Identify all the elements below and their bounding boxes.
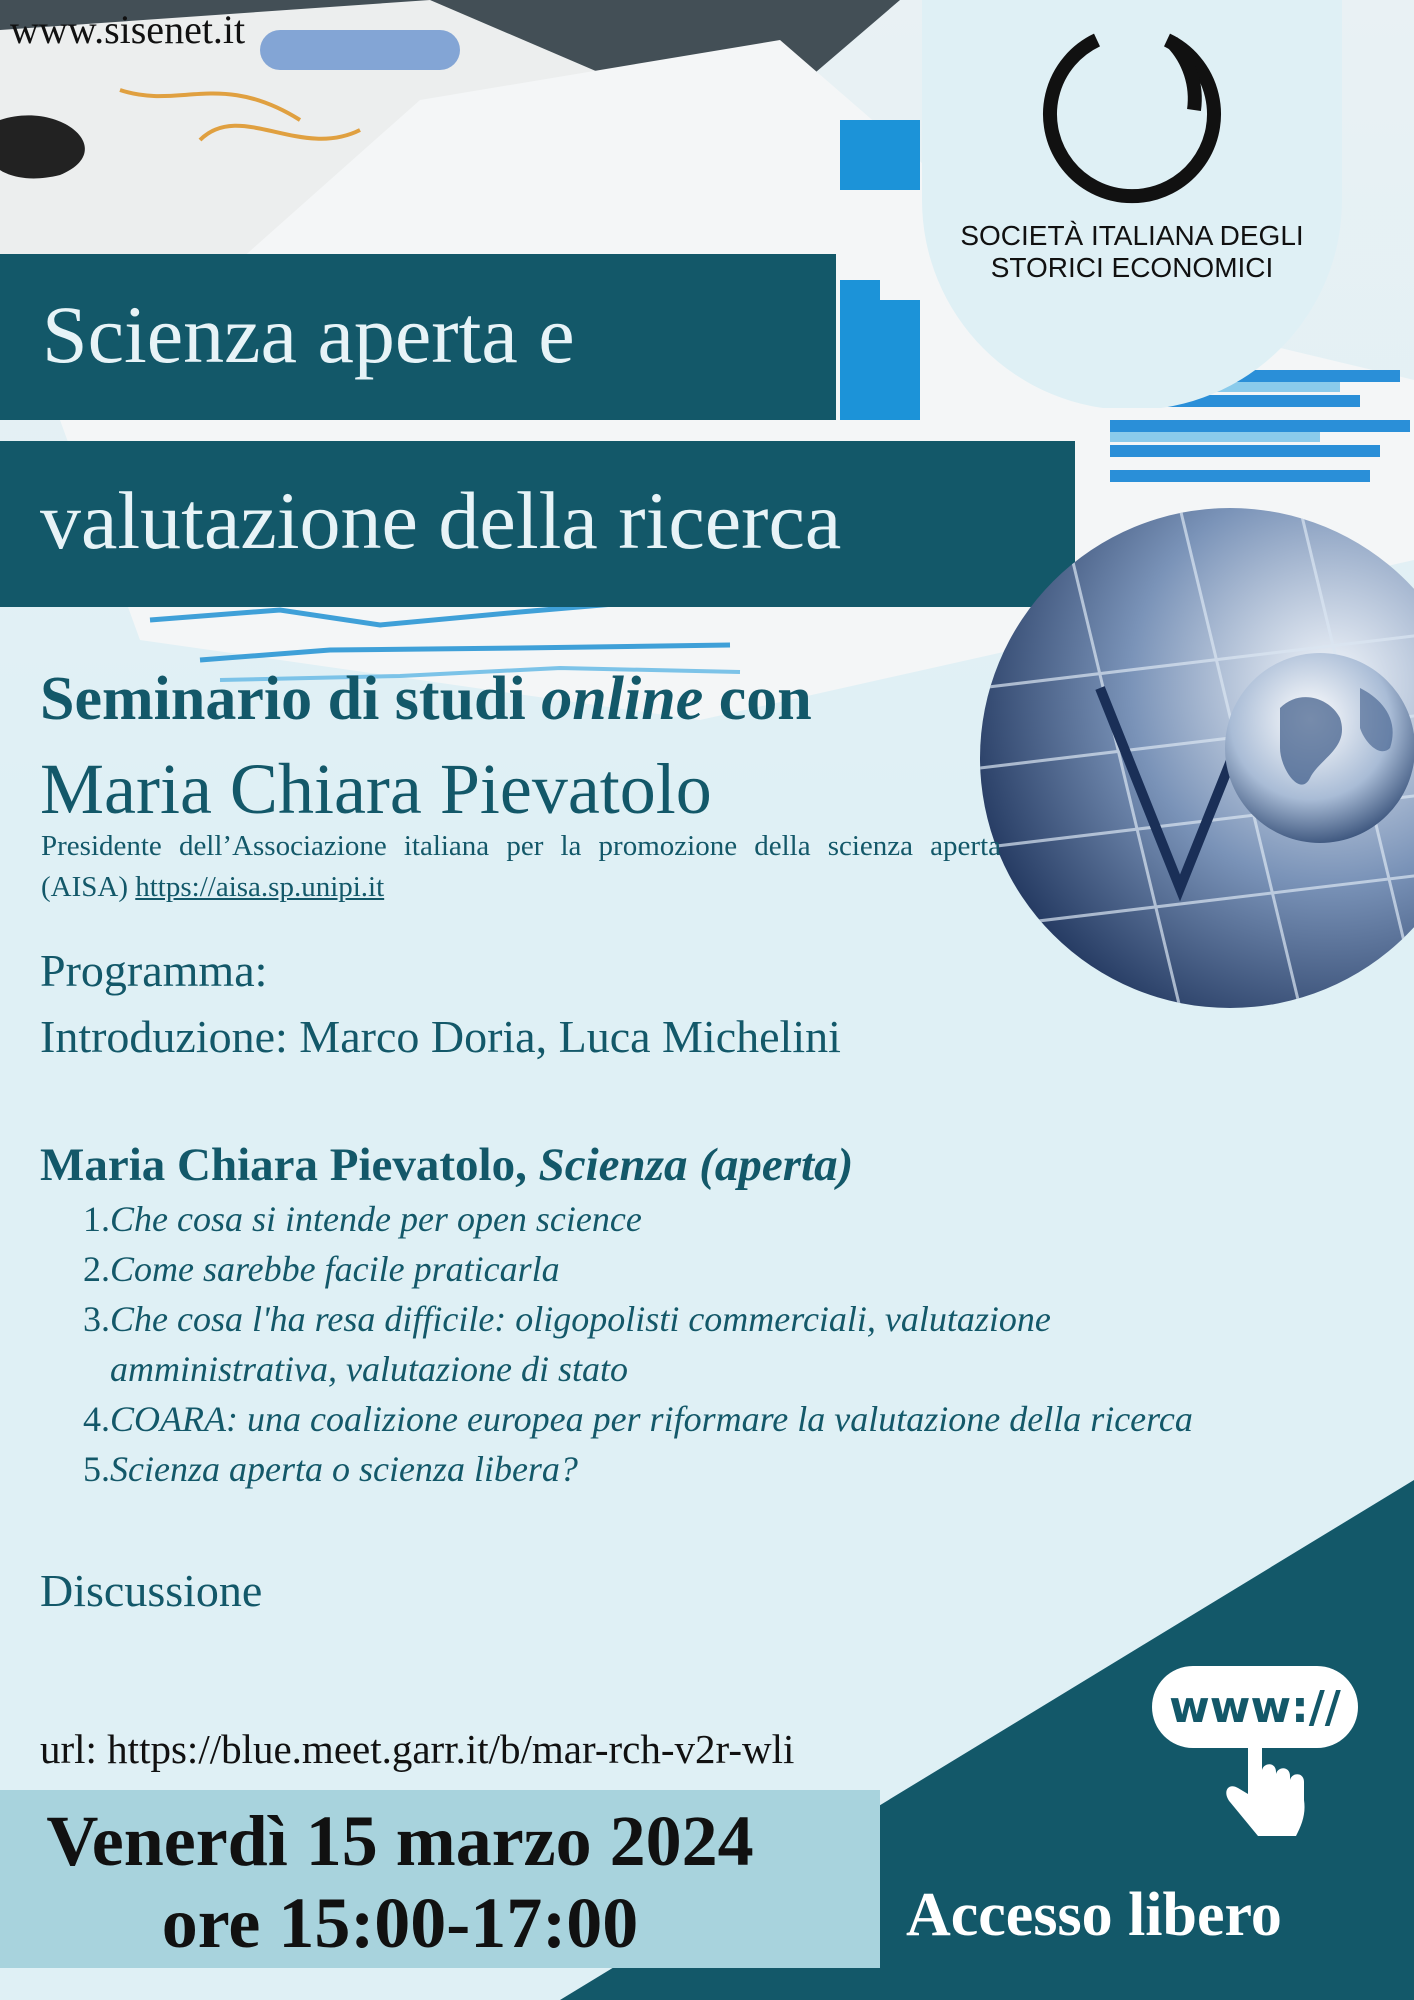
- list-item-number: 4.: [83, 1399, 110, 1439]
- talk-heading: [40, 1138, 853, 1192]
- seminar-post: con: [703, 665, 812, 733]
- globe-image: [980, 508, 1414, 1008]
- list-item: [72, 1194, 1372, 1244]
- program-intro: Introduzione: Marco Doria, Luca Michelini: [40, 1011, 841, 1062]
- list-item-number: 5.: [83, 1449, 110, 1489]
- event-day: Venerdì 15 marzo 2024: [46, 1801, 754, 1881]
- title-line-2: valutazione della ricerca: [40, 475, 842, 566]
- list-item-number: 3.: [83, 1299, 110, 1339]
- speaker-role-text: Presidente dell’Associazione italiana per la promozione della scienza aperta (AISA): [41, 830, 1001, 903]
- list-item-text: Che cosa si intende per open science: [110, 1199, 642, 1239]
- aisa-link[interactable]: https://aisa.sp.unipi.it: [135, 871, 385, 903]
- list-item: [72, 1294, 1372, 1394]
- meeting-url[interactable]: url: https://blue.meet.garr.it/b/mar-rch-v2r-wli: [40, 1726, 795, 1772]
- talk-topics-list: [72, 1194, 1372, 1494]
- seminar-heading: [40, 664, 812, 735]
- seminar-online: online: [541, 665, 704, 733]
- title-line-1: Scienza aperta e: [42, 289, 575, 380]
- website-url: www.sisenet.it: [10, 7, 246, 52]
- seminar-pre: Seminario di studi: [40, 665, 542, 733]
- web-icon-text: www://: [1169, 1682, 1341, 1733]
- list-item-text: Che cosa l'ha resa difficile: oligopolisti commerciali, valutazione amministrativa, valutazione di stato: [110, 1299, 1051, 1389]
- free-access-label: Accesso libero: [906, 1881, 1282, 1949]
- society-name: [922, 220, 1342, 284]
- discussion-label: Discussione: [40, 1565, 263, 1616]
- event-date: [0, 1800, 800, 1964]
- list-item-number: 2.: [83, 1249, 110, 1289]
- list-item-number: 1.: [83, 1199, 110, 1239]
- talk-title: Scienza (aperta): [538, 1139, 854, 1191]
- web-pointer-icon: [1150, 1664, 1360, 1844]
- list-item-text: Come sarebbe facile praticarla: [110, 1249, 560, 1289]
- society-name-line1: SOCIETÀ ITALIANA DEGLI: [960, 220, 1304, 251]
- speaker-role: [41, 826, 1001, 908]
- list-item: [72, 1244, 1372, 1294]
- speaker-name: Maria Chiara Pievatolo: [40, 749, 712, 829]
- list-item-text: Scienza aperta o scienza libera?: [110, 1449, 578, 1489]
- list-item: [72, 1394, 1372, 1444]
- society-name-line2: STORICI ECONOMICI: [990, 252, 1274, 283]
- program-heading: Programma:: [40, 945, 268, 996]
- list-item-text: COARA: una coalizione europea per riformare la valutazione della ricerca: [110, 1399, 1193, 1439]
- event-time: ore 15:00-17:00: [161, 1883, 639, 1963]
- society-logo: [922, 0, 1342, 408]
- talk-speaker: Maria Chiara Pievatolo,: [40, 1139, 539, 1191]
